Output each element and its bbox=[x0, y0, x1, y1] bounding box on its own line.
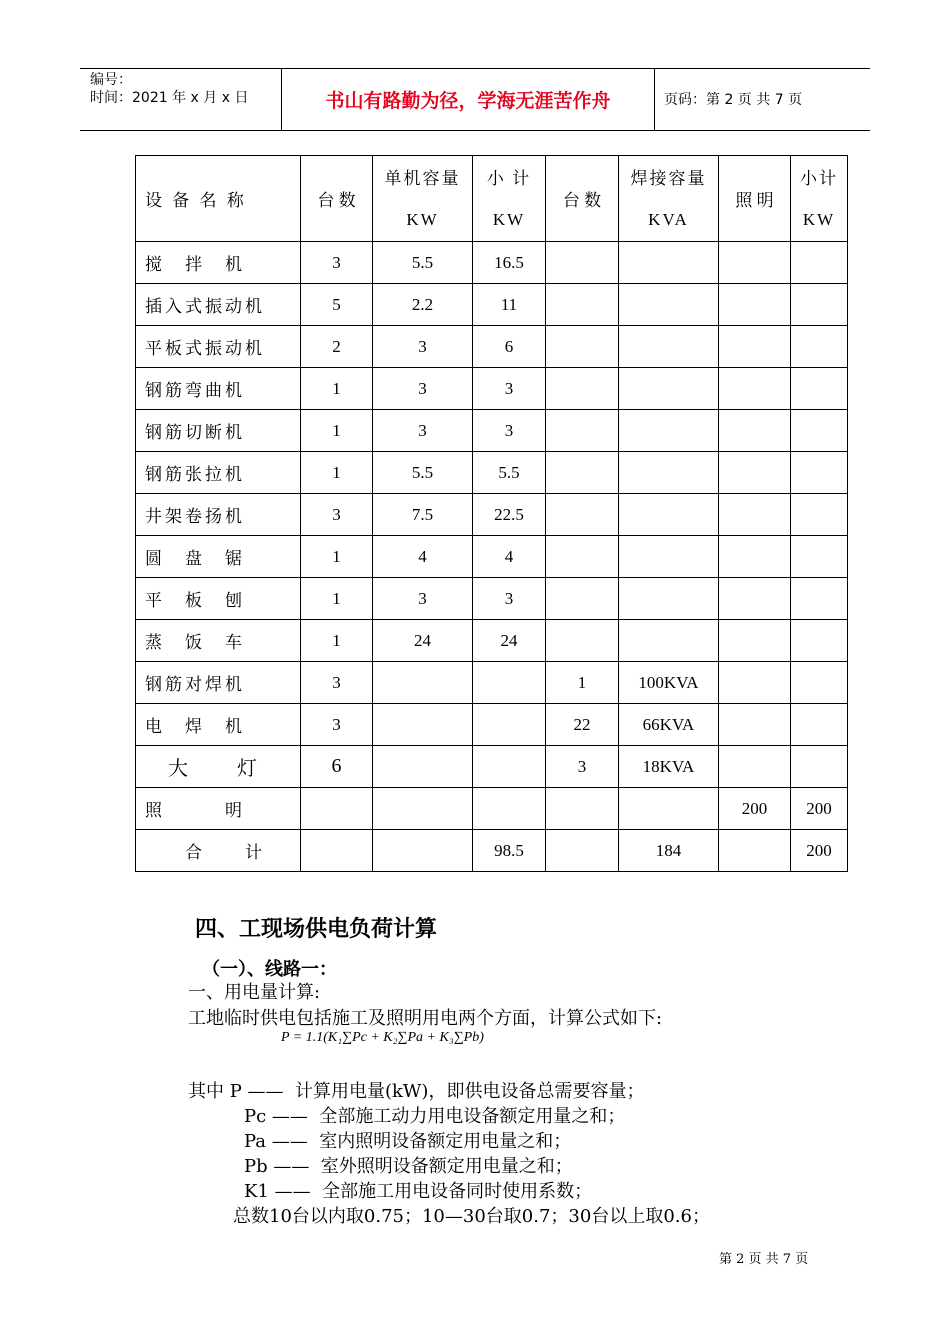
table-cell: 3 bbox=[301, 242, 373, 284]
header-equipment-name: 设 备 名 称 bbox=[136, 156, 301, 242]
table-cell bbox=[719, 620, 791, 662]
table-cell: 3 bbox=[373, 578, 473, 620]
header-count: 台 数 bbox=[301, 156, 373, 242]
table-cell: 7.5 bbox=[373, 494, 473, 536]
table-cell: 5.5 bbox=[373, 242, 473, 284]
table-cell: 66KVA bbox=[619, 704, 719, 746]
table-cell: 22.5 bbox=[473, 494, 546, 536]
table-cell bbox=[619, 284, 719, 326]
table-cell bbox=[719, 452, 791, 494]
table-cell: 4 bbox=[373, 536, 473, 578]
table-cell bbox=[719, 368, 791, 410]
equipment-name-cell: 钢筋弯曲机 bbox=[136, 368, 301, 410]
load-formula: P = 1.1(K₁∑Pc + K₂∑Pa + K₃∑Pb) bbox=[281, 1030, 484, 1045]
table-cell bbox=[619, 578, 719, 620]
table-row bbox=[136, 830, 848, 872]
table-cell bbox=[719, 830, 791, 872]
table-cell bbox=[301, 830, 373, 872]
header-motto: 书山有路勤为径，学海无涯苦作舟 bbox=[281, 69, 655, 130]
table-cell bbox=[719, 410, 791, 452]
time-label: 时间：2021 年 x 月 x 日 bbox=[90, 90, 249, 106]
table-cell: 3 bbox=[373, 410, 473, 452]
table-cell bbox=[791, 662, 848, 704]
table-cell: 184 bbox=[619, 830, 719, 872]
equipment-name-cell: 圆 盘 锯 bbox=[136, 536, 301, 578]
table-cell bbox=[719, 536, 791, 578]
table-cell bbox=[619, 410, 719, 452]
table-cell bbox=[719, 284, 791, 326]
text-line: 其中 P —— 计算用电量(kW)，即供电设备总需要容量； bbox=[188, 1081, 645, 1102]
header-unit-capacity: 单机容量 KW bbox=[373, 156, 473, 242]
table-cell: 1 bbox=[301, 578, 373, 620]
equipment-table bbox=[135, 155, 848, 872]
section-subtitle: （一）、线路一： bbox=[202, 959, 337, 980]
table-cell: 24 bbox=[473, 620, 546, 662]
text-line: Pa —— 室内照明设备额定用电量之和； bbox=[244, 1131, 572, 1152]
table-row bbox=[136, 704, 848, 746]
table-cell: 3 bbox=[373, 368, 473, 410]
table-cell: 1 bbox=[546, 662, 619, 704]
header-subtotal-kw: 小计 KW bbox=[791, 156, 848, 242]
table-cell bbox=[791, 368, 848, 410]
table-row bbox=[136, 494, 848, 536]
table-row bbox=[136, 746, 848, 788]
table-cell: 4 bbox=[473, 536, 546, 578]
table-cell: 24 bbox=[373, 620, 473, 662]
table-cell bbox=[546, 830, 619, 872]
table-header-row bbox=[136, 156, 848, 242]
table-cell bbox=[546, 536, 619, 578]
table-cell bbox=[473, 746, 546, 788]
table-cell bbox=[546, 452, 619, 494]
table-cell bbox=[546, 494, 619, 536]
header-lighting: 照 明 bbox=[719, 156, 791, 242]
table-cell bbox=[619, 536, 719, 578]
table-cell bbox=[373, 830, 473, 872]
table-cell bbox=[546, 410, 619, 452]
header-weld-capacity: 焊接容量 KVA bbox=[619, 156, 719, 242]
equipment-name-cell: 电 焊 机 bbox=[136, 704, 301, 746]
text-line: Pc —— 全部施工动力用电设备额定用量之和； bbox=[244, 1106, 626, 1127]
header-meta bbox=[90, 71, 248, 107]
equipment-name-cell: 蒸 饭 车 bbox=[136, 620, 301, 662]
equipment-name-cell: 大 灯 bbox=[136, 746, 301, 788]
table-cell bbox=[619, 452, 719, 494]
table-cell bbox=[619, 494, 719, 536]
table-cell: 1 bbox=[301, 452, 373, 494]
table-cell bbox=[791, 494, 848, 536]
table-cell bbox=[546, 242, 619, 284]
table-cell: 5 bbox=[301, 284, 373, 326]
equipment-name-cell: 搅 拌 机 bbox=[136, 242, 301, 284]
table-cell: 11 bbox=[473, 284, 546, 326]
table-cell bbox=[546, 578, 619, 620]
table-cell bbox=[719, 326, 791, 368]
equipment-name-cell: 井架卷扬机 bbox=[136, 494, 301, 536]
table-cell bbox=[546, 788, 619, 830]
text-line: 工地临时供电包括施工及照明用电两个方面，计算公式如下: bbox=[188, 1008, 663, 1029]
table-cell bbox=[619, 368, 719, 410]
code-label: 编号： bbox=[90, 72, 132, 88]
table-cell bbox=[791, 326, 848, 368]
page-header bbox=[80, 68, 870, 131]
table-row bbox=[136, 284, 848, 326]
table-cell: 6 bbox=[473, 326, 546, 368]
table-body bbox=[136, 242, 848, 872]
table-cell: 3 bbox=[373, 326, 473, 368]
table-row bbox=[136, 788, 848, 830]
table-cell: 3 bbox=[473, 368, 546, 410]
page-footer: 第 2 页 共 7 页 bbox=[719, 1252, 809, 1267]
equipment-name-cell: 平 板 刨 bbox=[136, 578, 301, 620]
table-cell: 5.5 bbox=[473, 452, 546, 494]
equipment-name-cell: 钢筋张拉机 bbox=[136, 452, 301, 494]
table-cell bbox=[473, 662, 546, 704]
table-cell bbox=[791, 578, 848, 620]
table-cell: 1 bbox=[301, 410, 373, 452]
equipment-name-cell: 照 明 bbox=[136, 788, 301, 830]
section-title: 四、工现场供电负荷计算 bbox=[195, 917, 438, 942]
table-cell bbox=[546, 326, 619, 368]
table-row bbox=[136, 620, 848, 662]
table-cell bbox=[719, 494, 791, 536]
table-cell: 3 bbox=[301, 704, 373, 746]
table-cell bbox=[791, 620, 848, 662]
table-cell bbox=[301, 788, 373, 830]
table-cell: 98.5 bbox=[473, 830, 546, 872]
text-line: 总数10台以内取0.75；10—30台取0.7；30台以上取0.6； bbox=[233, 1206, 710, 1227]
table-row bbox=[136, 536, 848, 578]
table-cell bbox=[791, 452, 848, 494]
table-cell bbox=[619, 326, 719, 368]
table-cell: 3 bbox=[473, 578, 546, 620]
equipment-name-cell: 钢筋对焊机 bbox=[136, 662, 301, 704]
equipment-name-cell: 平板式振动机 bbox=[136, 326, 301, 368]
table-cell bbox=[373, 704, 473, 746]
equipment-name-cell: 插入式振动机 bbox=[136, 284, 301, 326]
table-cell bbox=[719, 746, 791, 788]
table-cell bbox=[619, 242, 719, 284]
table-cell bbox=[373, 746, 473, 788]
table-cell: 200 bbox=[791, 830, 848, 872]
table-cell bbox=[473, 704, 546, 746]
table-cell: 6 bbox=[301, 746, 373, 788]
table-cell bbox=[791, 242, 848, 284]
text-line: Pb —— 室外照明设备额定用电量之和； bbox=[244, 1156, 573, 1177]
table-cell bbox=[546, 368, 619, 410]
table-cell: 1 bbox=[301, 536, 373, 578]
table-cell: 2.2 bbox=[373, 284, 473, 326]
table-cell bbox=[373, 662, 473, 704]
table-cell: 3 bbox=[546, 746, 619, 788]
table-row bbox=[136, 662, 848, 704]
table-cell bbox=[791, 284, 848, 326]
table-cell: 3 bbox=[301, 494, 373, 536]
text-line: 一、用电量计算: bbox=[188, 982, 321, 1003]
table-cell: 1 bbox=[301, 368, 373, 410]
table-cell: 1 bbox=[301, 620, 373, 662]
table-cell bbox=[546, 284, 619, 326]
header-page-label: 页码：第 2 页 共 7 页 bbox=[664, 92, 803, 108]
table-row bbox=[136, 326, 848, 368]
table-cell: 200 bbox=[719, 788, 791, 830]
equipment-name-cell: 钢筋切断机 bbox=[136, 410, 301, 452]
table-row bbox=[136, 578, 848, 620]
table-cell bbox=[719, 242, 791, 284]
table-row bbox=[136, 452, 848, 494]
table-cell: 3 bbox=[301, 662, 373, 704]
table-cell bbox=[719, 578, 791, 620]
table-cell: 3 bbox=[473, 410, 546, 452]
table-cell: 22 bbox=[546, 704, 619, 746]
table-cell bbox=[546, 620, 619, 662]
table-cell bbox=[791, 536, 848, 578]
table-cell bbox=[791, 410, 848, 452]
table-cell: 16.5 bbox=[473, 242, 546, 284]
header-subtotal: 小 计 KW bbox=[473, 156, 546, 242]
table-cell: 100KVA bbox=[619, 662, 719, 704]
table-cell bbox=[719, 662, 791, 704]
table-cell: 5.5 bbox=[373, 452, 473, 494]
table-cell bbox=[373, 788, 473, 830]
table-cell: 2 bbox=[301, 326, 373, 368]
table-cell bbox=[619, 620, 719, 662]
table-cell bbox=[619, 788, 719, 830]
text-line: K1 —— 全部施工用电设备同时使用系数； bbox=[244, 1181, 593, 1202]
table-row bbox=[136, 368, 848, 410]
header-weld-count: 台 数 bbox=[546, 156, 619, 242]
table-cell: 200 bbox=[791, 788, 848, 830]
table-cell: 18KVA bbox=[619, 746, 719, 788]
table-cell bbox=[719, 704, 791, 746]
table-cell bbox=[473, 788, 546, 830]
equipment-name-cell: 合 计 bbox=[136, 830, 301, 872]
table-cell bbox=[791, 746, 848, 788]
table-cell bbox=[791, 704, 848, 746]
table-row bbox=[136, 242, 848, 284]
table-row bbox=[136, 410, 848, 452]
